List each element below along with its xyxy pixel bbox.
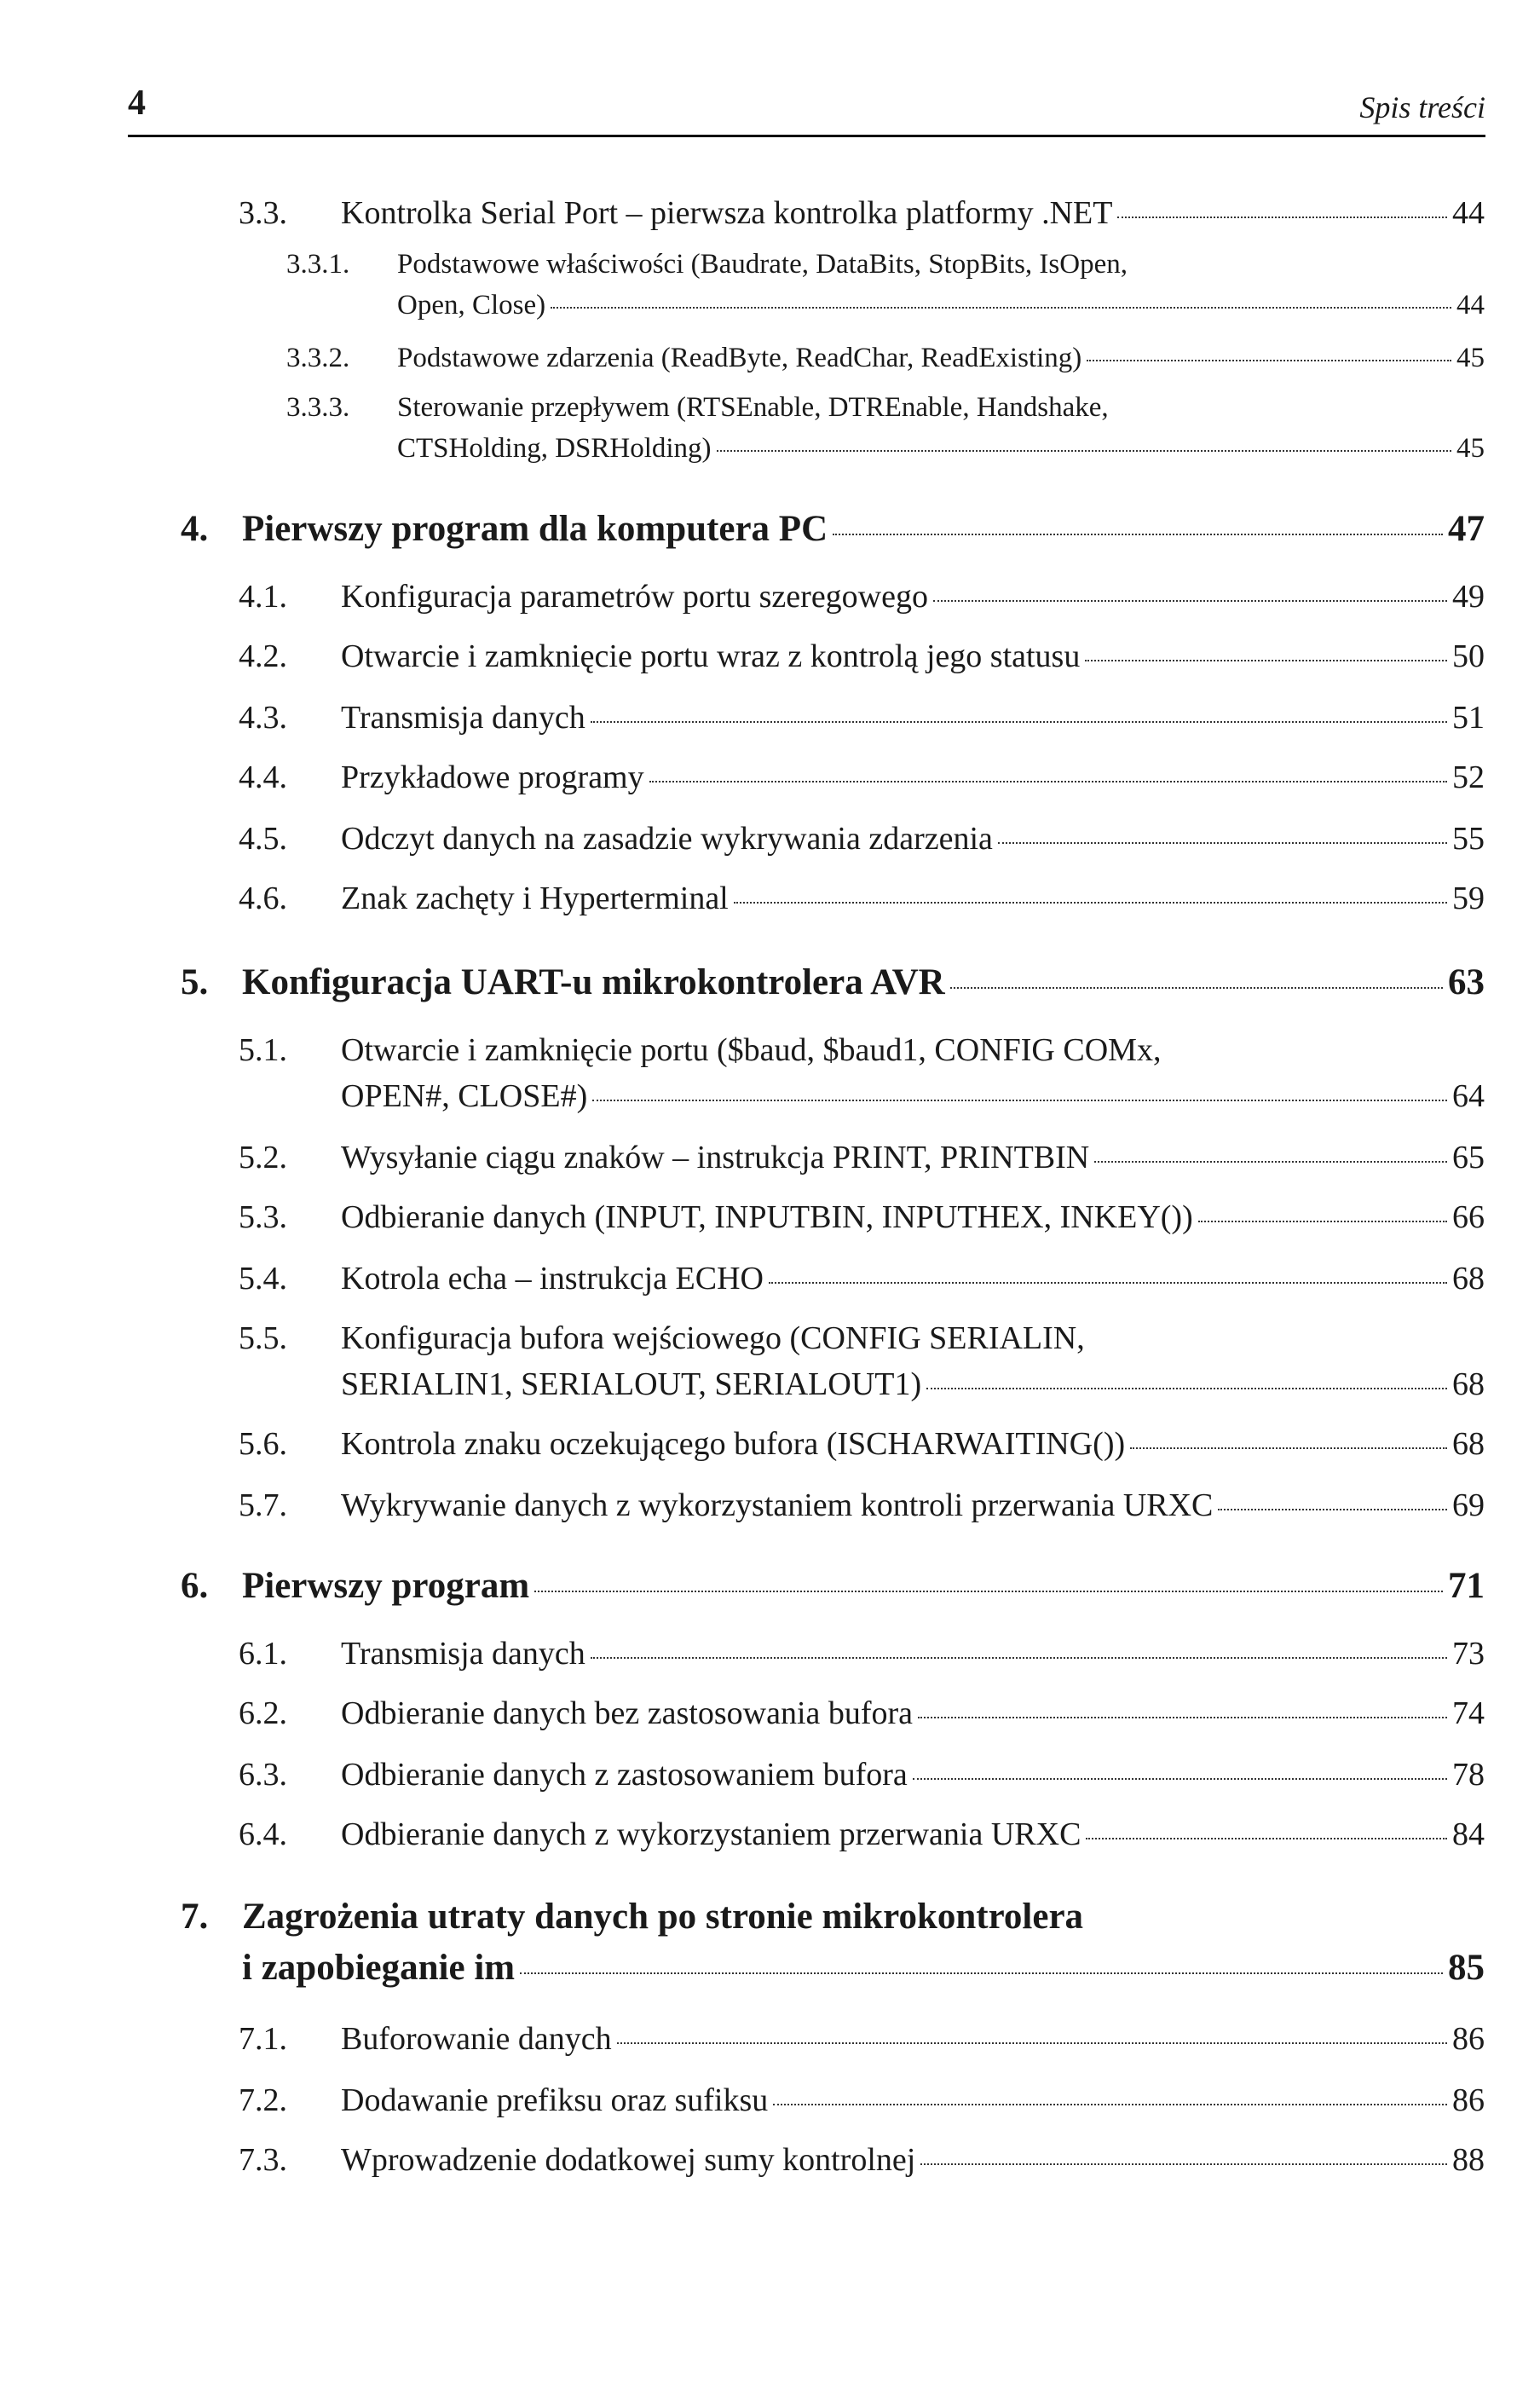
toc-title-line2: OPEN#, CLOSE#) [341,1078,588,1114]
toc-entry-5-2 [239,1139,1485,1176]
dot-leader [1094,1161,1447,1163]
toc-title-line1: Konfiguracja bufora wejściowego (CONFIG SERIALIN, [341,1320,1085,1356]
dot-leader [520,1972,1443,1974]
toc-title-line2: SERIALIN1, SERIALOUT, SERIALOUT1) [341,1366,922,1402]
toc-page: 68 [1452,1366,1485,1402]
dot-leader [913,1778,1447,1780]
toc-entry-3-3 [239,194,1485,232]
toc-title: Pierwszy program [242,1566,530,1606]
dot-leader [551,307,1451,309]
toc-number: 4.5. [239,821,287,857]
toc-chapter-5 [181,962,1485,1003]
toc-title: Odbieranie danych z wykorzystaniem przerwania URXC [341,1816,1081,1852]
toc-title-line1: Sterowanie przepływem (RTSEnable, DTREnable, Handshake, [397,392,1109,423]
toc-number: 5.7. [239,1487,287,1523]
toc-page: 49 [1452,579,1485,615]
toc-number: 5. [181,962,209,1002]
toc-entry-7-1 [239,2020,1485,2058]
toc-entry-6-1 [239,1635,1485,1672]
toc-number: 4.1. [239,579,287,615]
dot-leader [1086,1838,1447,1839]
toc-title: Otwarcie i zamknięcie portu wraz z kontrolą jego statusu [341,638,1081,674]
toc-number: 6.4. [239,1816,287,1852]
toc-entry-5-5 [341,1366,1485,1403]
toc-entry-5-7 [239,1487,1485,1524]
toc-title: Znak zachęty i Hyperterminal [341,881,729,916]
dot-leader [998,842,1447,844]
toc-entry-5-1-line1 [239,1031,1161,1069]
toc-number: 5.1. [239,1032,287,1068]
toc-number: 3.3.1. [286,249,350,280]
toc-title: Transmisja danych [341,1636,585,1672]
toc-title: Odczyt danych na zasadzie wykrywania zdarzenia [341,821,993,857]
toc-page: 69 [1452,1487,1485,1523]
dot-leader [933,600,1447,602]
toc-number: 4.4. [239,759,287,795]
toc-number: 6.1. [239,1636,287,1672]
toc-title: Przykładowe programy [341,759,644,795]
toc-page: 45 [1456,343,1485,373]
dot-leader [591,1657,1447,1659]
dot-leader [717,450,1451,452]
toc-number: 5.3. [239,1199,287,1235]
toc-entry-4-3 [239,699,1485,736]
toc-entry-6-2 [239,1695,1485,1732]
toc-page: 86 [1452,2021,1485,2057]
toc-chapter-4 [181,508,1485,550]
toc-title-line1: Podstawowe właściwości (Baudrate, DataBits, StopBits, IsOpen, [397,249,1128,280]
dot-leader [918,1717,1447,1718]
dot-leader [920,2163,1447,2165]
toc-chapter-7-line1 [181,1896,1083,1937]
dot-leader [926,1388,1447,1389]
toc-page: 64 [1452,1078,1485,1114]
toc-title-line1: Otwarcie i zamknięcie portu ($baud, $baud1, CONFIG COMx, [341,1032,1162,1068]
toc-entry-4-6 [239,880,1485,917]
toc-entry-4-2 [239,638,1485,675]
toc-page: 63 [1448,962,1485,1002]
toc-page: 50 [1452,638,1485,674]
toc-chapter-7 [242,1947,1485,1989]
toc-entry-6-3 [239,1756,1485,1793]
toc-entry-5-1 [341,1077,1485,1115]
toc-page: 88 [1452,2142,1485,2178]
toc-title: Buforowanie danych [341,2021,612,2057]
toc-entry-3-3-1 [397,290,1485,321]
dot-leader [769,1282,1447,1284]
toc-title: Pierwszy program dla komputera PC [242,509,828,549]
toc-title: Wysyłanie ciągu znaków – instrukcja PRINT, PRINTBIN [341,1140,1090,1175]
toc-number: 4.6. [239,881,287,916]
toc-number: 3.3.2. [286,343,350,373]
toc-entry-4-1 [239,578,1485,615]
toc-page: 59 [1452,881,1485,916]
toc-title: Odbieranie danych bez zastosowania bufora [341,1695,914,1731]
toc-title: Wykrywanie danych z wykorzystaniem kontroli przerwania URXC [341,1487,1214,1523]
toc-page: 86 [1452,2082,1485,2118]
toc-number: 3.3.3. [286,392,350,423]
page-number: 4 [128,84,146,123]
toc-number: 4.3. [239,700,287,736]
toc-entry-3-3-3-line1 [286,392,1109,424]
running-title: Spis treści [1359,90,1485,124]
toc-title: Transmisja danych [341,700,585,736]
toc-page: 66 [1452,1199,1485,1235]
dot-leader [1085,660,1447,661]
toc-page: 52 [1452,759,1485,795]
toc-entry-5-6 [239,1425,1485,1463]
toc-number: 4. [181,509,209,549]
dot-leader [734,902,1447,904]
toc-title: Kotrola echa – instrukcja ECHO [341,1261,764,1296]
toc-page: 73 [1452,1636,1485,1672]
toc-title: Podstawowe zdarzenia (ReadByte, ReadChar, ReadExisting) [397,343,1082,373]
dot-leader [649,781,1447,782]
toc-entry-7-3 [239,2141,1485,2179]
dot-leader [591,721,1447,723]
dot-leader [1198,1221,1447,1222]
toc-page: 51 [1452,700,1485,736]
toc-title: Wprowadzenie dodatkowej sumy kontrolnej [341,2142,916,2178]
toc-number: 7.3. [239,2142,287,2178]
dot-leader [592,1100,1447,1101]
toc-entry-5-4 [239,1260,1485,1297]
toc-entry-3-3-1-line1 [286,249,1128,280]
toc-number: 7. [181,1897,209,1937]
dot-leader [534,1591,1443,1592]
toc-title: Kontrolka Serial Port – pierwsza kontrolka platformy .NET [341,195,1113,231]
dot-leader [950,987,1443,989]
toc-number: 5.4. [239,1261,287,1296]
toc-number: 6.2. [239,1695,287,1731]
toc-page: 44 [1452,195,1485,231]
toc-page: 45 [1456,433,1485,464]
dot-leader [833,534,1443,535]
toc-entry-5-5-line1 [239,1320,1085,1357]
toc-page: 71 [1448,1566,1485,1606]
dot-leader [1117,217,1447,218]
toc-page: 55 [1452,821,1485,857]
toc-page: 65 [1452,1140,1485,1175]
toc-chapter-6 [181,1565,1485,1607]
toc-number: 7.1. [239,2021,287,2057]
dot-leader [617,2042,1447,2044]
toc-page: 68 [1452,1261,1485,1296]
toc-entry-6-4 [239,1816,1485,1853]
toc-title-line2: i zapobieganie im [242,1948,516,1988]
toc-title-line2: CTSHolding, DSRHolding) [397,433,712,464]
toc-number: 7.2. [239,2082,287,2118]
toc-page: 68 [1452,1426,1485,1462]
toc-number: 6. [181,1566,209,1606]
toc-number: 3.3. [239,195,287,231]
toc-entry-4-5 [239,820,1485,858]
toc-entry-4-4 [239,759,1485,796]
toc-title: Dodawanie prefiksu oraz sufiksu [341,2082,769,2118]
toc-number: 5.2. [239,1140,287,1175]
toc-page: 44 [1456,290,1485,321]
toc-title: Kontrola znaku oczekującego bufora (ISCHARWAITING()) [341,1426,1126,1462]
toc-entry-7-2 [239,2082,1485,2119]
dot-leader [1087,360,1451,361]
toc-number: 5.5. [239,1320,287,1356]
toc-page: 85 [1448,1948,1485,1988]
toc-title: Odbieranie danych z zastosowaniem bufora [341,1757,908,1793]
toc-title-line2: Open, Close) [397,290,546,321]
toc-title: Konfiguracja parametrów portu szeregowego [341,579,928,615]
toc-number: 6.3. [239,1757,287,1793]
toc-title-line1: Zagrożenia utraty danych po stronie mikrokontrolera [242,1897,1084,1937]
toc-page: 84 [1452,1816,1485,1852]
toc-number: 4.2. [239,638,287,674]
toc-number: 5.6. [239,1426,287,1462]
toc-title: Konfiguracja UART-u mikrokontrolera AVR [242,962,945,1002]
toc-entry-3-3-3 [397,433,1485,465]
toc-page: 78 [1452,1757,1485,1793]
toc-page: 74 [1452,1695,1485,1731]
dot-leader [773,2104,1447,2105]
dot-leader [1130,1447,1447,1449]
toc-entry-3-3-2 [286,343,1485,374]
toc-page: 47 [1448,509,1485,549]
toc-title: Odbieranie danych (INPUT, INPUTBIN, INPUTHEX, INKEY()) [341,1199,1193,1235]
dot-leader [1218,1509,1447,1510]
toc-entry-5-3 [239,1198,1485,1236]
